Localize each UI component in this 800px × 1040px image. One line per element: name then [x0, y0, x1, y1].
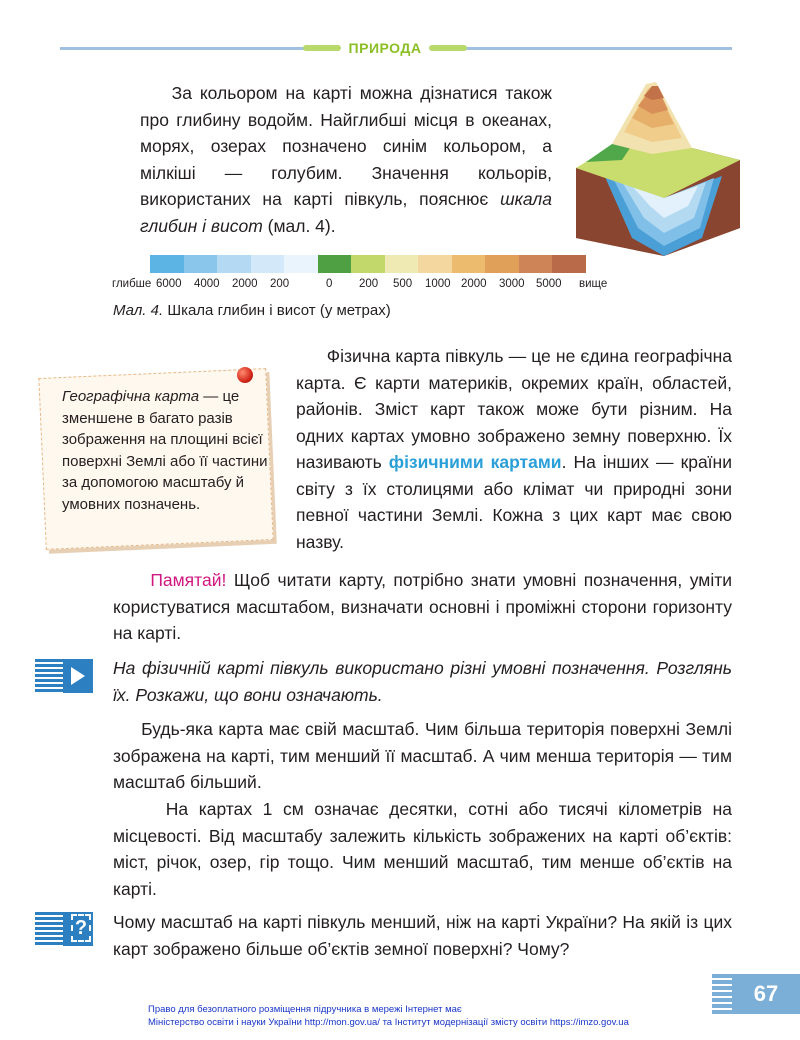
scale-tick: 5000	[536, 278, 562, 290]
definition-term: Географічна карта	[62, 388, 200, 405]
physical-map-term: фізичними картами	[388, 452, 562, 472]
relief-block-illustration	[572, 78, 744, 258]
scale-tick: 500	[393, 278, 413, 290]
scale-color-swatch	[351, 255, 385, 273]
physical-map-paragraph	[296, 343, 732, 555]
scale-tick: 2000	[232, 278, 258, 290]
scale-text-2: На картах 1 см означає десятки, сотні або тисячі кілометрів на місцевості. Від масштабу залежить кількість зображених на карті об’єктів: міст, річок, озер, гір тощо. Чим менший масштаб, тим менше об’єктів на карті.	[113, 799, 732, 899]
depth-height-scale-bar	[150, 255, 586, 273]
scale-color-swatch	[452, 255, 486, 273]
remember-paragraph	[113, 567, 732, 647]
scale-tick: 200	[359, 278, 379, 290]
intro-term: шкала глибин і висот	[140, 189, 552, 236]
question-icon: ?	[71, 914, 91, 942]
remember-label: Памятай!	[150, 570, 227, 590]
question-marker	[35, 912, 93, 946]
header-brush-right	[429, 45, 467, 51]
pin-icon	[237, 367, 253, 383]
page-number-tab	[712, 974, 800, 1014]
footer-line-1: Право для безоплатного розміщення підручника в мережі Інтернет має	[148, 1004, 462, 1015]
caption-label: Мал. 4.	[113, 302, 164, 319]
intro-paragraph	[140, 80, 552, 239]
physical-text-end: . На інших — країни світу з їх столицями або клімат чи природні зони певної частини Землі. Кожна з цих карт має свою назву.	[296, 452, 732, 552]
task-marker	[35, 659, 93, 693]
scale-color-swatch	[150, 255, 184, 273]
scale-tick: 4000	[194, 278, 220, 290]
figure-caption	[113, 302, 391, 319]
intro-text: За кольором на карті можна дізнатися також про глибину водойм. Найглибші місця в океанах, морях, озерах позначено синім кольором, а мілкіші — голубим. Значення кольорів, використаних на карті півкуль, пояснює	[140, 83, 552, 209]
header-brush-left	[303, 45, 341, 51]
intro-text-end: (мал. 4).	[262, 215, 336, 236]
page-number: 67	[753, 981, 779, 1006]
question-paragraph: Чому масштаб на карті півкуль менший, ніж на карті України? На якій із цих карт зображено більше об’єктів земної поверхні? Чому?	[113, 912, 732, 959]
scale-color-swatch	[251, 255, 285, 273]
scale-color-swatch	[217, 255, 251, 273]
scale-tick: 1000	[425, 278, 451, 290]
caption-text: Шкала глибин і висот (у метрах)	[163, 302, 391, 319]
remember-text: Щоб читати карту, потрібно знати умовні позначення, уміти користуватися масштабом, визначати основні і проміжні сторони горизонту на карті.	[113, 570, 733, 643]
scale-text-1: Будь-яка карта має свій масштаб. Чим більша територія поверхні Землі зображена на карті, тим менший її масштаб. А чим менша територія — тим масштаб більший.	[113, 719, 732, 792]
scale-tick: 3000	[499, 278, 525, 290]
task-paragraph: На фізичній карті півкуль використано різні умовні позначення. Розглянь їх. Розкажи, що вони означають.	[113, 658, 732, 705]
footer-line-2: Міністерство освіти і науки України http://mon.gov.ua/ та Інститут модернізації змісту освіти https://imzo.gov.ua	[148, 1016, 629, 1028]
scale-color-swatch	[318, 255, 352, 273]
scale-color-swatch	[552, 255, 586, 273]
play-icon	[71, 667, 85, 685]
scale-tick: 2000	[461, 278, 487, 290]
scale-color-swatch	[418, 255, 452, 273]
scale-tick: 0	[326, 278, 333, 290]
footer-notice	[148, 1004, 629, 1029]
scale-high-label: вище	[579, 278, 608, 290]
scale-paragraph-2	[113, 796, 732, 902]
section-title: ПРИРОДА	[348, 40, 422, 56]
scale-color-swatch	[485, 255, 519, 273]
scale-color-swatch	[519, 255, 553, 273]
physical-text: Фізична карта півкуль — це не єдина географічна карта. Є карти материків, окремих країн, областей, районів. Зміст карт також може бути різним. На одних картах умовно зображено земну поверхню. Їх називають	[296, 346, 732, 472]
scale-color-swatch	[284, 255, 318, 273]
section-header	[305, 38, 465, 58]
scale-paragraph-1	[113, 716, 732, 796]
scale-labels	[112, 278, 632, 292]
scale-tick: 200	[270, 278, 290, 290]
scale-color-swatch	[385, 255, 419, 273]
definition-text	[62, 386, 272, 515]
definition-body: — це зменшене в багато разів зображення на площині всієї поверхні Землі або її частини за допомогою масштабу й умовних позначень.	[62, 388, 268, 513]
scale-deep-label: глибше	[112, 278, 152, 290]
scale-tick: 6000	[156, 278, 182, 290]
scale-color-swatch	[184, 255, 218, 273]
